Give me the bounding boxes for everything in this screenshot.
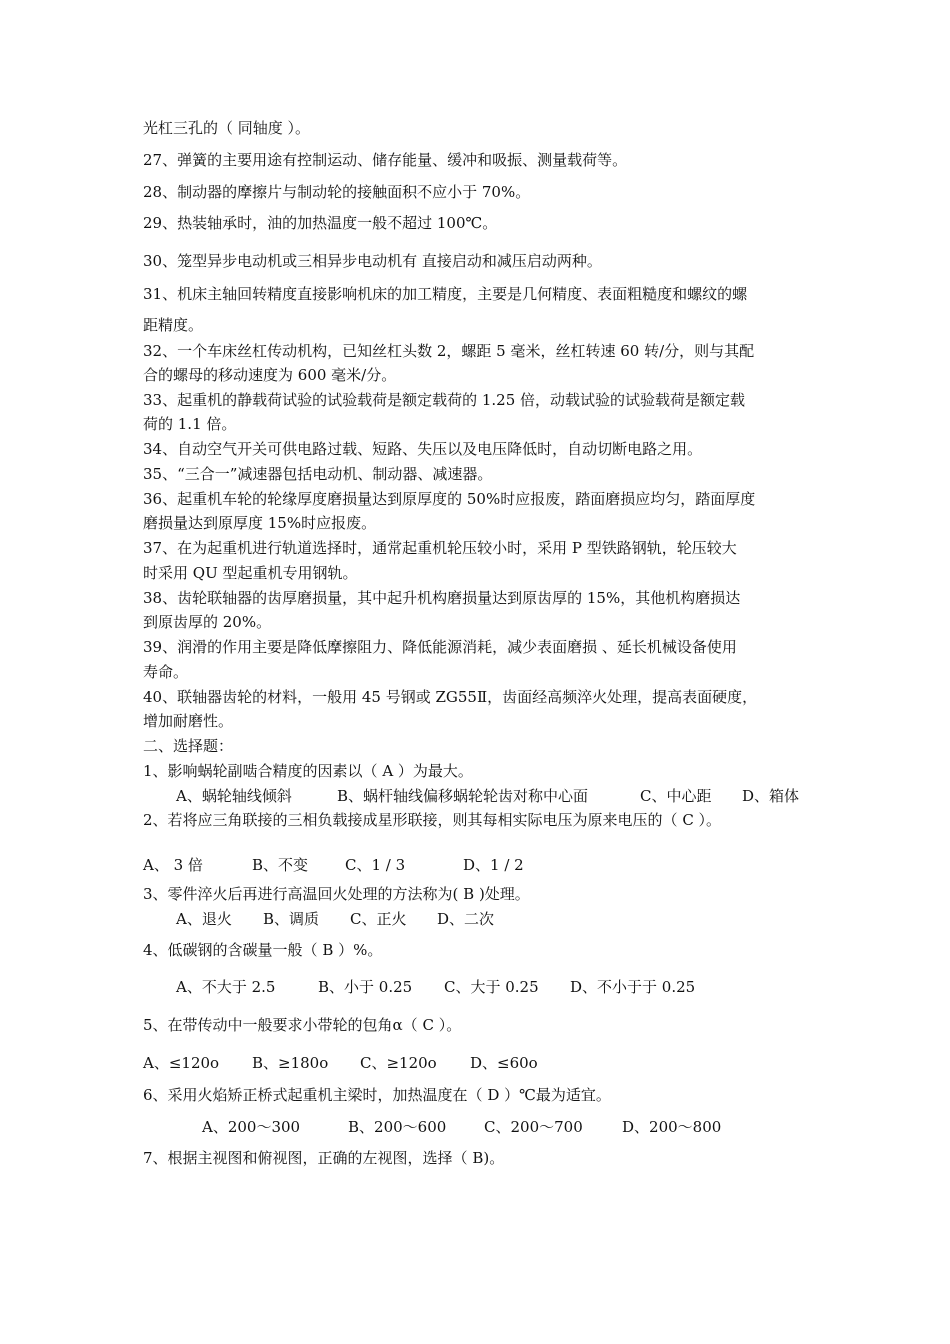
option-d: D、200～800: [622, 1118, 722, 1136]
text-line: 29、热装轴承时，油的加热温度一般不超过 100℃。: [143, 214, 498, 232]
question-5: 5、在带传动中一般要求小带轮的包角α（ C ）。: [143, 1016, 462, 1034]
option-b: B、不变: [252, 856, 309, 874]
option-c: C、正火: [350, 910, 407, 928]
option-d: D、二次: [437, 910, 495, 928]
question-4: 4、低碳钢的含碳量一般（ B ）%。: [143, 941, 383, 959]
option-d: D、1 / 2: [463, 856, 524, 874]
option-d: D、≤60o: [470, 1054, 538, 1072]
text-line: 31、机床主轴回转精度直接影响机床的加工精度，主要是几何精度、表面粗糙度和螺纹的螺: [143, 285, 748, 303]
text-line: 38、齿轮联轴器的齿厚磨损量，其中起升机构磨损量达到原齿厚的 15%，其他机构磨损达: [143, 589, 741, 607]
option-c: C、≥120o: [360, 1054, 437, 1072]
text-line: 37、在为起重机进行轨道选择时，通常起重机轮压较小时，采用 P 型铁路钢轨，轮压较大: [143, 539, 737, 557]
text-line: 寿命。: [143, 663, 189, 681]
text-line: 光杠三孔的（ 同轴度 ）。: [143, 119, 311, 137]
text-line: 40、联轴器齿轮的材料，一般用 45 号钢或 ZG55Ⅱ，齿面经高频淬火处理，提高表面硬度，: [143, 688, 758, 706]
option-d: D、箱体: [742, 787, 800, 805]
question-7: 7、根据主视图和俯视图，正确的左视图，选择（ B)。: [143, 1149, 505, 1167]
text-line: 到原齿厚的 20%。: [143, 613, 272, 631]
question-1: 1、影响蜗轮副啮合精度的因素以（ A ）为最大。: [143, 762, 473, 780]
option-c: C、中心距: [640, 787, 712, 805]
text-line: 距精度。: [143, 316, 204, 334]
option-d: D、不小于于 0.25: [570, 978, 696, 996]
text-line: 32、一个车床丝杠传动机构，已知丝杠头数 2，螺距 5 毫米，丝杠转速 60 转/分，则与其配: [143, 342, 755, 360]
question-3: 3、零件淬火后再进行高温回火处理的方法称为( B )处理。: [143, 885, 530, 903]
option-b: B、200～600: [348, 1118, 447, 1136]
text-line: 33、起重机的静载荷试验的试验载荷是额定载荷的 1.25 倍，动载试验的试验载荷是额定载: [143, 391, 746, 409]
option-a: A、蜗轮轴线倾斜: [176, 787, 292, 805]
text-line: 合的螺母的移动速度为 600 毫米/分。: [143, 366, 397, 384]
option-c: C、大于 0.25: [444, 978, 539, 996]
option-a: A、 3 倍: [143, 856, 203, 874]
text-line: 增加耐磨性。: [143, 712, 234, 730]
option-b: B、小于 0.25: [318, 978, 413, 996]
text-line: 时采用 QU 型起重机专用钢轨。: [143, 564, 358, 582]
text-line: 荷的 1.1 倍。: [143, 415, 237, 433]
text-line: 39、润滑的作用主要是降低摩擦阻力、降低能源消耗，减少表面磨损 、延长机械设备使用: [143, 638, 737, 656]
option-a: A、200～300: [202, 1118, 301, 1136]
option-b: B、≥180o: [252, 1054, 329, 1072]
option-c: C、200～700: [484, 1118, 583, 1136]
text-line: 34、自动空气开关可供电路过载、短路、失压以及电压降低时，自动切断电路之用。: [143, 440, 703, 458]
text-line: 30、笼型异步电动机或三相异步电动机有 直接启动和减压启动两种。: [143, 252, 602, 270]
option-a: A、退火: [176, 910, 232, 928]
option-b: B、蜗杆轴线偏移蜗轮轮齿对称中心面: [337, 787, 589, 805]
text-line: 28、制动器的摩擦片与制动轮的接触面积不应小于 70%。: [143, 183, 531, 201]
text-line: 磨损量达到原厚度 15%时应报废。: [143, 514, 377, 532]
text-line: 35、“三合一”减速器包括电动机、制动器、减速器。: [143, 465, 493, 483]
question-6: 6、采用火焰矫正桥式起重机主梁时，加热温度在（ D ）℃最为适宜。: [143, 1086, 611, 1104]
option-a: A、不大于 2.5: [176, 978, 276, 996]
option-b: B、调质: [263, 910, 320, 928]
text-line: 27、弹簧的主要用途有控制运动、储存能量、缓冲和吸振、测量载荷等。: [143, 151, 628, 169]
question-2: 2、若将应三角联接的三相负载接成星形联接，则其每相实际电压为原来电压的（ C ）。: [143, 811, 722, 829]
option-c: C、1 / 3: [345, 856, 406, 874]
section-heading: 二、选择题：: [143, 737, 234, 755]
option-a: A、≤120o: [143, 1054, 220, 1072]
text-line: 36、起重机车轮的轮缘厚度磨损量达到原厚度的 50%时应报废，踏面磨损应均匀，踏面厚度: [143, 490, 756, 508]
